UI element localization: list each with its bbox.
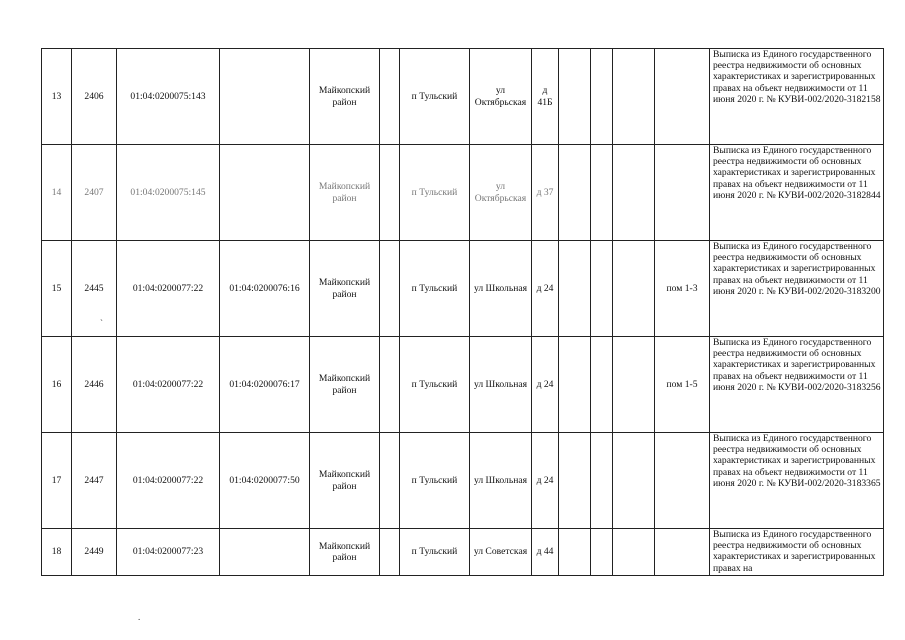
table-row bbox=[42, 49, 884, 145]
settlement: п Тульский bbox=[400, 145, 470, 241]
house: д 24 bbox=[532, 241, 559, 337]
street: ул Октябрьская bbox=[470, 145, 532, 241]
related-cadastral-number bbox=[220, 145, 310, 241]
document-reference: Выписка из Единого государственного реестра недвижимости об основных характеристиках и зарегистрированных правах на объект недвижимости от 11 июня 2020 г. № КУВИ-002/2020-3182158 bbox=[710, 49, 884, 145]
empty-cell bbox=[559, 49, 591, 145]
cadastral-number: 01:04:0200077:22 bbox=[117, 241, 220, 337]
room: пом 1-5 bbox=[655, 337, 710, 433]
empty-cell bbox=[591, 145, 613, 241]
empty-cell bbox=[613, 241, 655, 337]
district: Майкопский район bbox=[310, 337, 380, 433]
registry-id: 2447 bbox=[72, 433, 117, 529]
house: д 37 bbox=[532, 145, 559, 241]
table-row bbox=[42, 145, 884, 241]
district: Майкопский район bbox=[310, 145, 380, 241]
empty-cell bbox=[591, 241, 613, 337]
cadastral-number: 01:04:0200077:22 bbox=[117, 337, 220, 433]
empty-cell bbox=[380, 145, 400, 241]
empty-cell bbox=[380, 241, 400, 337]
empty-cell bbox=[613, 529, 655, 576]
empty-cell bbox=[559, 433, 591, 529]
row-number: 18 bbox=[42, 529, 72, 576]
empty-cell bbox=[613, 433, 655, 529]
registry-id: 2449 bbox=[72, 529, 117, 576]
scan-speck: ` bbox=[100, 318, 103, 328]
registry-id: 2407 bbox=[72, 145, 117, 241]
row-number: 14 bbox=[42, 145, 72, 241]
street: ул Советская bbox=[470, 529, 532, 576]
related-cadastral-number: 01:04:0200076:17 bbox=[220, 337, 310, 433]
registry-id: 2445 bbox=[72, 241, 117, 337]
room: пом 1-3 bbox=[655, 241, 710, 337]
row-number: 15 bbox=[42, 241, 72, 337]
house: д 41Б bbox=[532, 49, 559, 145]
table-row bbox=[42, 241, 884, 337]
empty-cell bbox=[591, 529, 613, 576]
empty-cell bbox=[380, 337, 400, 433]
district: Майкопский район bbox=[310, 433, 380, 529]
house: д 44 bbox=[532, 529, 559, 576]
settlement: п Тульский bbox=[400, 241, 470, 337]
table-row bbox=[42, 337, 884, 433]
settlement: п Тульский bbox=[400, 49, 470, 145]
empty-cell bbox=[613, 49, 655, 145]
house: д 24 bbox=[532, 337, 559, 433]
cadastral-number: 01:04:0200077:23 bbox=[117, 529, 220, 576]
document-reference: Выписка из Единого государственного реестра недвижимости об основных характеристиках и зарегистрированных правах на объект недвижимости от 11 июня 2020 г. № КУВИ-002/2020-3183256 bbox=[710, 337, 884, 433]
row-number: 17 bbox=[42, 433, 72, 529]
empty-cell bbox=[613, 145, 655, 241]
empty-cell bbox=[380, 529, 400, 576]
document-reference: Выписка из Единого государственного реестра недвижимости об основных характеристиках и зарегистрированных правах на объект недвижимости от 11 июня 2020 г. № КУВИ-002/2020-3182844 bbox=[710, 145, 884, 241]
street: ул Школьная bbox=[470, 241, 532, 337]
empty-cell bbox=[380, 433, 400, 529]
cadastral-number: 01:04:0200075:143 bbox=[117, 49, 220, 145]
empty-cell bbox=[613, 337, 655, 433]
district: Майкопский район bbox=[310, 529, 380, 576]
document-reference: Выписка из Единого государственного реестра недвижимости об основных характеристиках и зарегистрированных правах на объект недвижимости от 11 июня 2020 г. № КУВИ-002/2020-3183365 bbox=[710, 433, 884, 529]
room bbox=[655, 529, 710, 576]
house: д 24 bbox=[532, 433, 559, 529]
document-reference: Выписка из Единого государственного реестра недвижимости об основных характеристиках и зарегистрированных правах на bbox=[710, 529, 884, 576]
street: ул Школьная bbox=[470, 433, 532, 529]
registry-id: 2406 bbox=[72, 49, 117, 145]
row-number: 13 bbox=[42, 49, 72, 145]
empty-cell bbox=[591, 337, 613, 433]
table-row bbox=[42, 433, 884, 529]
empty-cell bbox=[559, 145, 591, 241]
cadastral-number: 01:04:0200075:145 bbox=[117, 145, 220, 241]
street: ул Школьная bbox=[470, 337, 532, 433]
empty-cell bbox=[380, 49, 400, 145]
registry-id: 2446 bbox=[72, 337, 117, 433]
room bbox=[655, 49, 710, 145]
street: ул Октябрьская bbox=[470, 49, 532, 145]
cadastral-number: 01:04:0200077:22 bbox=[117, 433, 220, 529]
district: Майкопский район bbox=[310, 241, 380, 337]
room bbox=[655, 433, 710, 529]
empty-cell bbox=[559, 241, 591, 337]
district: Майкопский район bbox=[310, 49, 380, 145]
empty-cell bbox=[559, 529, 591, 576]
scan-speck: . bbox=[138, 612, 141, 622]
empty-cell bbox=[559, 337, 591, 433]
empty-cell bbox=[591, 433, 613, 529]
document-reference: Выписка из Единого государственного реестра недвижимости об основных характеристиках и зарегистрированных правах на объект недвижимости от 11 июня 2020 г. № КУВИ-002/2020-3183200 bbox=[710, 241, 884, 337]
empty-cell bbox=[591, 49, 613, 145]
related-cadastral-number: 01:04:0200076:16 bbox=[220, 241, 310, 337]
property-register-table bbox=[41, 48, 884, 576]
related-cadastral-number bbox=[220, 529, 310, 576]
settlement: п Тульский bbox=[400, 529, 470, 576]
related-cadastral-number: 01:04:0200077:50 bbox=[220, 433, 310, 529]
row-number: 16 bbox=[42, 337, 72, 433]
room bbox=[655, 145, 710, 241]
table-row bbox=[42, 529, 884, 576]
settlement: п Тульский bbox=[400, 337, 470, 433]
settlement: п Тульский bbox=[400, 433, 470, 529]
related-cadastral-number bbox=[220, 49, 310, 145]
